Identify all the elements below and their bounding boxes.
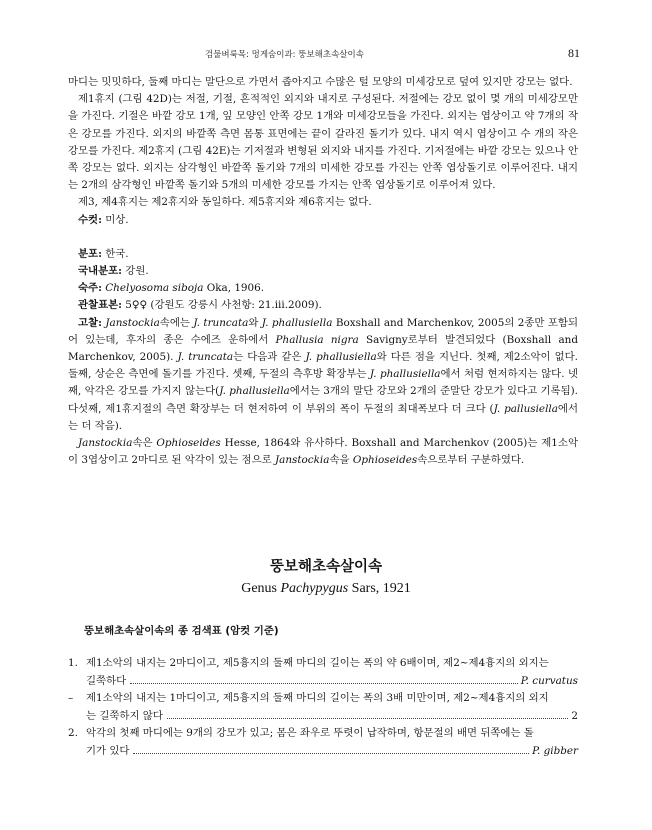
genus-prefix: Genus [241, 581, 281, 596]
taxon-name: J. phallusiella [369, 368, 441, 381]
genus-heading [0, 556, 652, 600]
paragraph-antenna: 마디는 밋밋하다, 둘째 마디는 말단으로 가면서 좁아지고 수많은 털 모양의 미세강모로 덮여 있지만 강모는 없다. [68, 76, 573, 88]
host-label: 숙주: [78, 282, 102, 295]
key-item [68, 655, 578, 690]
taxon-name: Janstockia [105, 316, 160, 329]
taxon-name: J. pallusiella [493, 402, 558, 415]
taxon-name: Janstockia [274, 454, 330, 467]
key-number: 1. [68, 657, 78, 669]
distribution-label: 분포: [78, 247, 102, 260]
taxon-name: Ophioseides [156, 437, 221, 450]
taxon-name: Ophioseides [352, 454, 418, 467]
key-lead [86, 708, 578, 726]
korea-label: 국내분포: [78, 265, 122, 278]
male-text: 미상. [101, 213, 129, 226]
remarks-text: 속은 [132, 437, 157, 450]
key-item [68, 725, 578, 760]
remarks-text: Savigny로부터 발견되었다 (Boxshall and Marchenkov, 2005). [68, 333, 578, 364]
distribution-text: 한국. [101, 247, 129, 260]
specimen-text: 5♀♀ (강원도 강릉시 사천항: 21.iii.2009). [122, 299, 322, 312]
genus-author: Sars, 1921 [348, 581, 411, 596]
key-title: 뚱보해초속살이속의 종 검색표 (암컷 기준) [84, 625, 279, 637]
key-lead [86, 743, 578, 761]
host [68, 280, 578, 297]
key-text-end: 길쭉하다 [86, 674, 127, 687]
key-number: 2. [68, 727, 78, 740]
key-text-end: 는 길쭉하지 않다 [86, 709, 163, 722]
host-author: Oka, 1906. [203, 282, 265, 295]
leader-dots [167, 717, 569, 719]
taxon-name: Janstockia [78, 437, 133, 450]
remarks-text: 와 [248, 316, 262, 329]
page-header [0, 48, 652, 64]
taxon-name: J. phallusiella [261, 316, 333, 329]
remarks-paragraph-2 [68, 435, 578, 469]
specimen-label: 관찰표본: [78, 299, 122, 312]
remarks-text: 속에는 [159, 316, 194, 329]
remarks-text: 는 다음과 같은 [233, 351, 306, 364]
host-species: Chelyosoma siboja [105, 282, 204, 295]
taxon-name: J. truncata [193, 316, 249, 329]
remarks-text: 에서는 3개의 말단 강모와 2개의 준말단 강모가 있다고 기록됨). 다섯째, 제1휴지절의 측면 확장부는 더 현저하여 이 부위의 폭이 두절의 최대폭보다 더 크다 ( [68, 385, 578, 415]
remarks-text: Boxshall and Marchenkov, 2005의 2종만 포함되어 있는데, 후자의 종은 수에즈 운하에서 [68, 316, 578, 346]
key-item [68, 690, 578, 725]
leader-dots [133, 752, 529, 754]
key-text: 악각의 첫째 마디에는 9개의 강모가 있고; 몸은 좌우로 뚜렷이 납작하며, 항문절의 배면 뒤쪽에는 돌 [86, 727, 534, 740]
genus-latin-name [0, 578, 652, 600]
taxon-name: J. truncata [177, 351, 234, 364]
identification-key [68, 655, 578, 761]
key-text: 제1소악의 내지는 1마디이고, 제5흉지의 둘째 마디의 길이는 폭의 3배 미만이며, 제2~제4흉지의 외지 [86, 692, 549, 705]
specimens [68, 297, 578, 314]
remarks-text: Hesse, 1864와 유사하다. Boxshall and Marchenkov (2005)는 제1소악이 3엽상이고 2마디로 된 악각이 있는 점으로 [68, 437, 578, 467]
running-head: 검물벼룩목: 멍게숨이과: 뚱보해초속살이속 [205, 50, 364, 60]
page-number: 81 [568, 46, 580, 60]
key-result: 2 [571, 709, 578, 722]
genus-name: Pachypygus [280, 581, 349, 596]
male-note [68, 212, 578, 229]
remarks-text: 와 다른 점을 지닌다. 첫째, 제2소악이 없다. 둘째, 상순은 측면에 돌기를 가진다. 셋째, 두절의 측후방 확장부는 [68, 351, 578, 381]
key-text: 제1소악의 내지는 2마디이고, 제5흉지의 둘째 마디의 길이는 폭의 약 6배이며, 제2~제4흉지의 외지는 [86, 657, 549, 669]
korea-distribution [68, 263, 578, 280]
genus-korean-name: 뚱보해초속살이속 [269, 559, 383, 575]
key-result: P. curvatus [520, 674, 578, 687]
remarks-text: 에서는 더 작음). [68, 402, 578, 432]
key-result: P. gibber [532, 744, 578, 757]
remarks-text: 속으로부터 구분하였다. [417, 454, 525, 467]
taxon-name: J. phallusiella [305, 351, 377, 364]
remarks-text: 속을 [329, 454, 353, 467]
paragraph-legs-3-4: 제3, 제4휴지는 제2휴지와 동일하다. 제5휴지와 제6휴지는 없다. [78, 196, 372, 209]
remarks-label: 고찰: [78, 316, 102, 329]
leader-dots [130, 682, 518, 684]
main-text [68, 74, 578, 469]
remarks-text: 에서 처럼 현저하지는 않다. 넷째, 악각은 강모를 가지지 않는다( [68, 368, 578, 398]
key-number: – [68, 692, 74, 705]
taxon-name: J. phallusiella [219, 385, 290, 398]
male-label: 수컷: [78, 213, 102, 226]
distribution [68, 246, 578, 263]
taxon-name: Phallusia nigra [275, 333, 359, 346]
korea-text: 강원. [122, 265, 149, 278]
remarks-paragraph [68, 315, 578, 435]
paragraph-legs: 제1휴지 (그림 42D)는 저절, 기절, 흔적적인 외지와 내지로 구성된다. 저절에는 강모 없이 몇 개의 미세강모만을 가진다. 기절은 바깥 강모 1개, 잎 모양인 안쪽 강모 1개와 미세강모들을 가진다. 외지는 엽상이고 약 7개의 작은 강모를 가진다. 외지의 바깥쪽 측면 몸통 표면에는 끝이 갈라진 돌기가 있다. 내지 역시 엽상이고 수 개의 작은 강모를 가진다. 제2휴지 (그림 42E)는 기저절과 변형된 외지와 내지를 가진다. 기저절에는 바깥 강모는 있으나 안쪽 강모는 없다. 외지는 삼각형인 바깥쪽 돌기와 7개의 미세한 강모를 가진는 안쪽 엽상돌기로 이루어진다. 내지는 2개의 삼각형인 바깥쪽 돌기와 5개의 미세한 강모를 가지는 안쪽 엽상돌기로 이루어져 있다. [68, 93, 578, 192]
key-lead [86, 673, 578, 691]
key-text-end: 기가 있다 [86, 744, 130, 757]
